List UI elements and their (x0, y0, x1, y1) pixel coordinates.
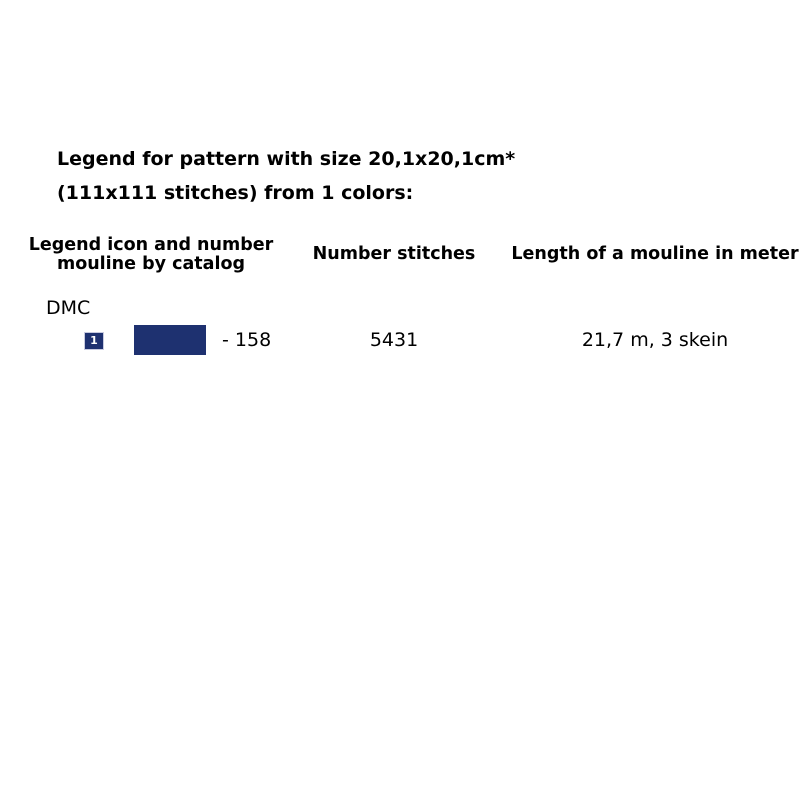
mouline-code: - 158 (222, 329, 272, 351)
mouline-length: 21,7 m, 3 skein (581, 329, 729, 351)
column-header-legend-line-1: Legend icon and number (28, 235, 274, 255)
legend-row (0, 324, 800, 356)
legend-title-line-1: Legend for pattern with size 20,1x20,1cm* (57, 148, 516, 170)
legend-title-line-2: (111x111 stitches) from 1 colors: (57, 182, 414, 204)
stitch-count: 5431 (369, 329, 419, 351)
column-header-stitches: Number stitches (312, 244, 476, 264)
column-header-legend (21, 236, 281, 274)
legend-symbol-icon: 1 (84, 332, 104, 350)
color-swatch (134, 325, 206, 355)
column-header-legend-line-2: mouline by catalog (56, 254, 246, 274)
column-header-length: Length of a mouline in meter (511, 244, 799, 264)
catalog-name: DMC (46, 297, 91, 319)
